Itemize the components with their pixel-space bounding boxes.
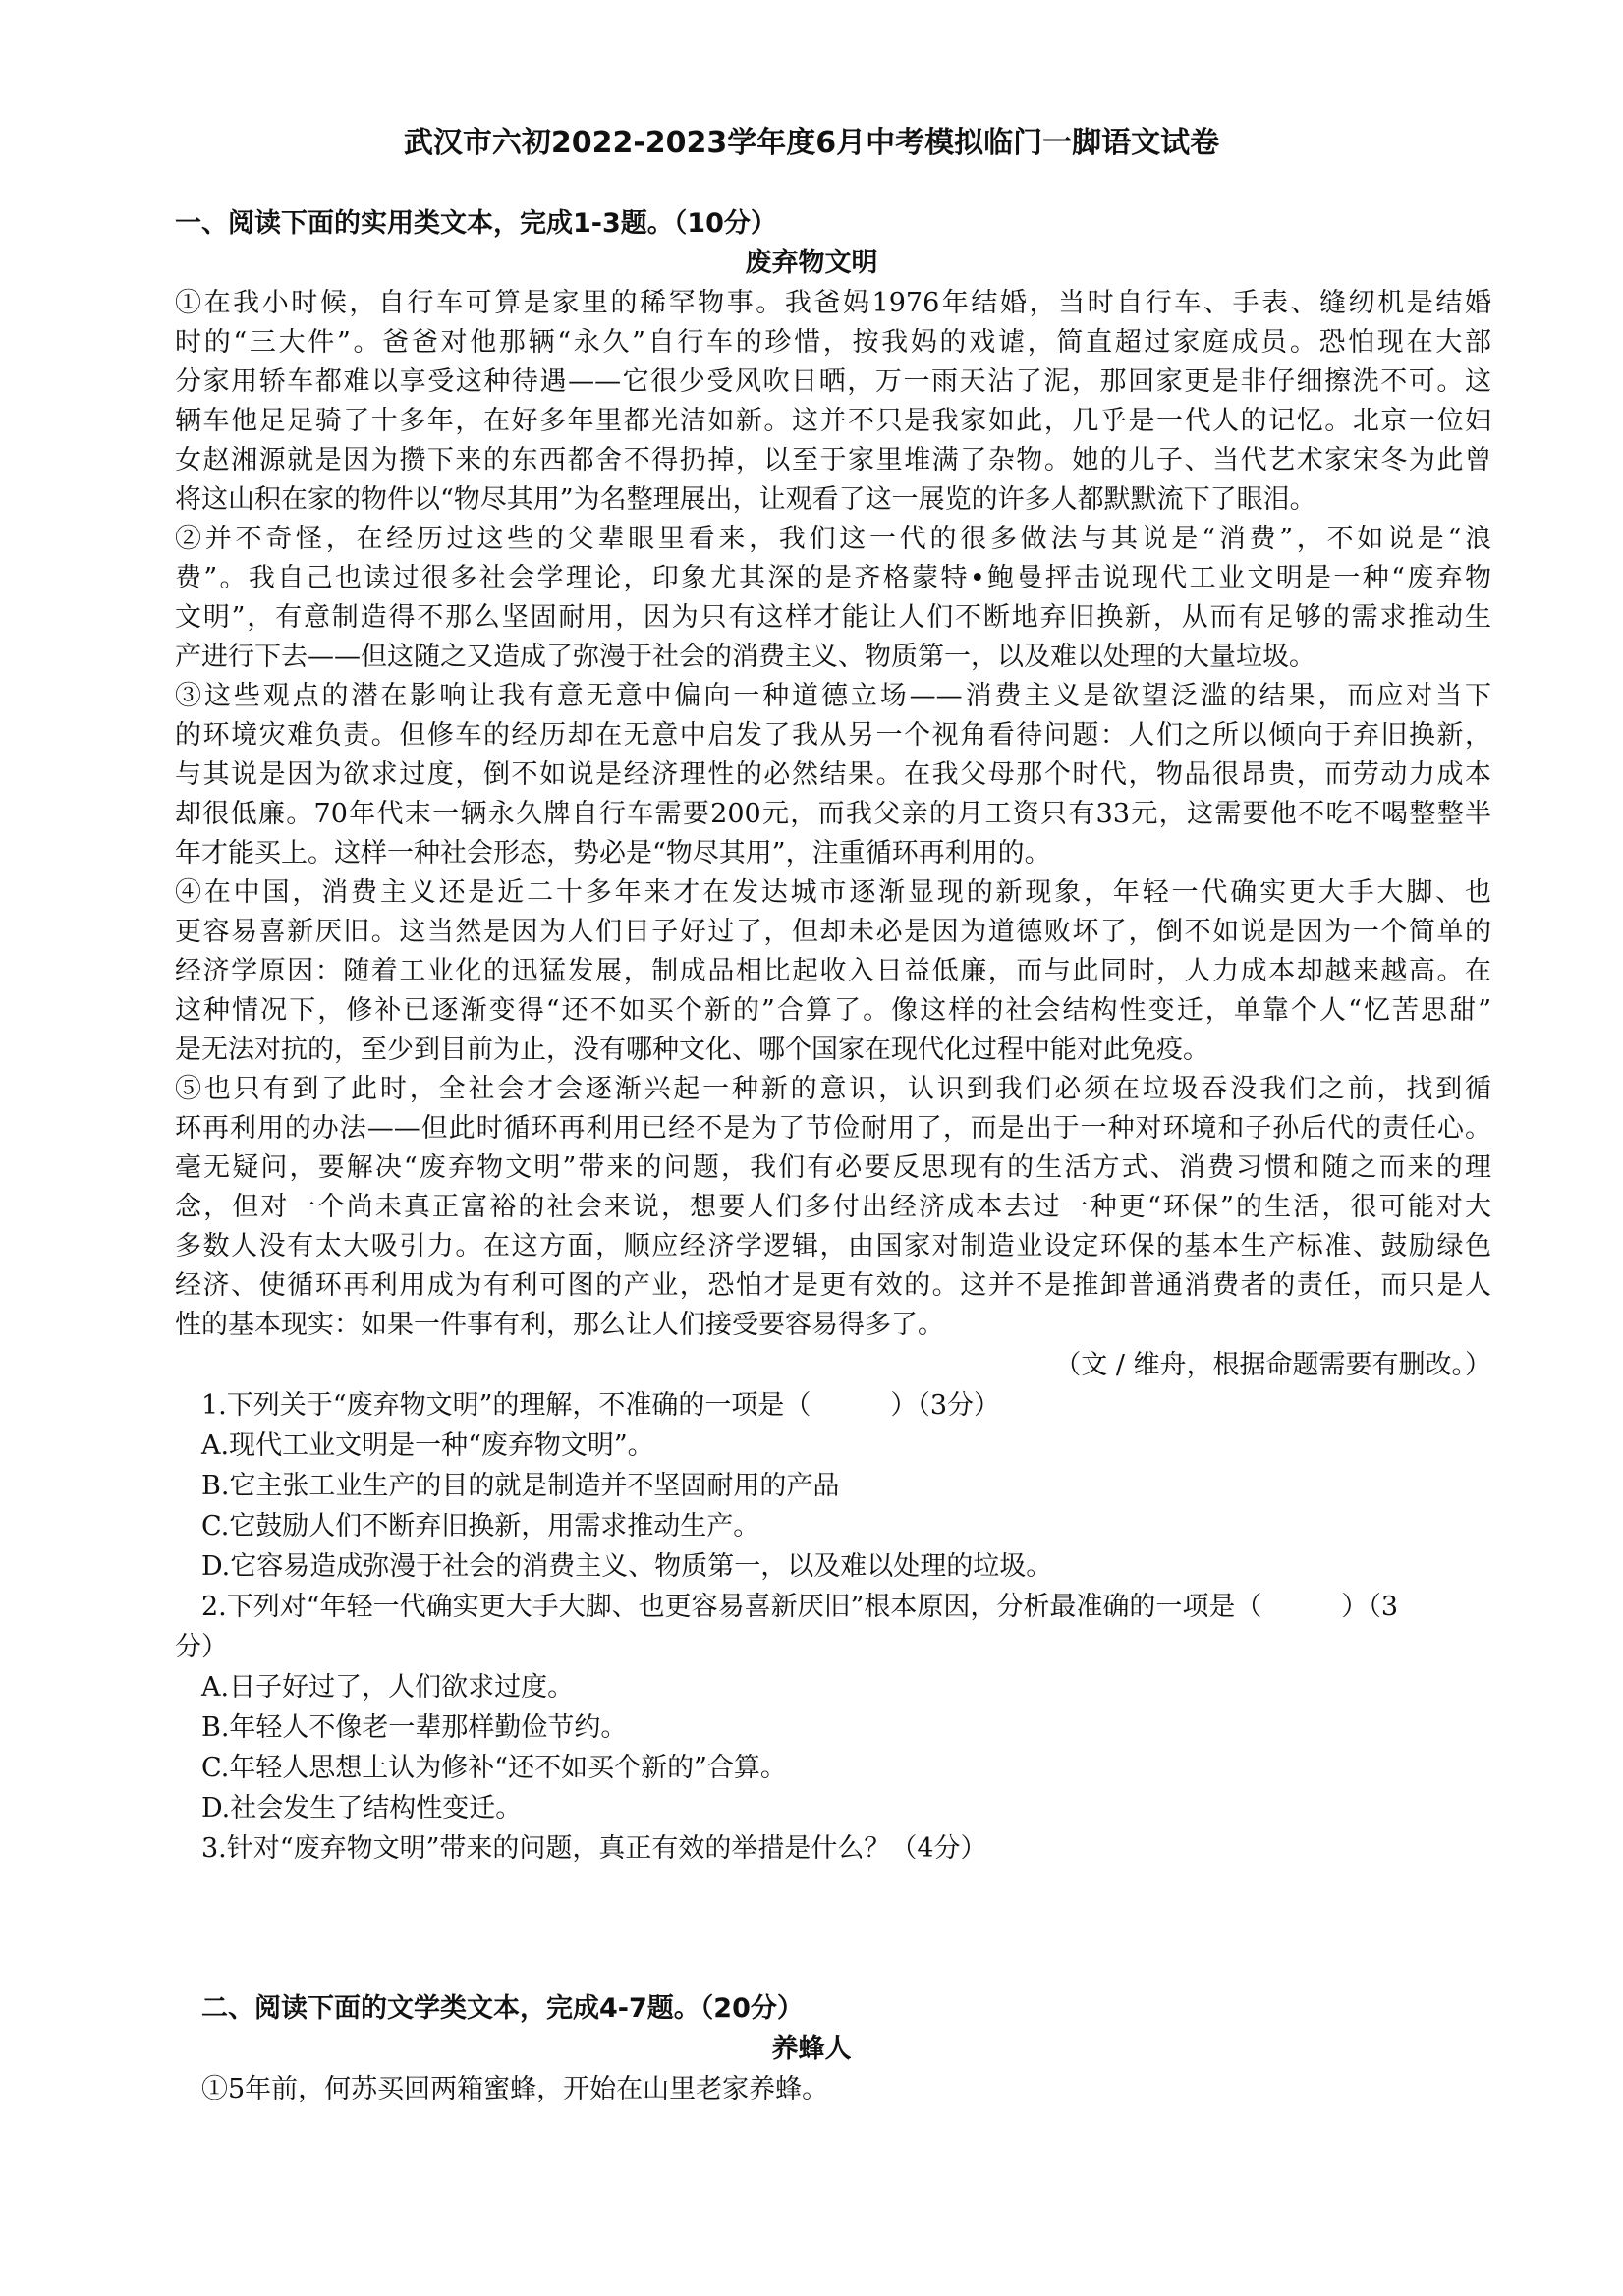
q1-option-a: A.现代工业文明是一种“废弃物文明”。 [201, 1430, 654, 1461]
q2-option-a: A.日子好过了，人们欲求过度。 [201, 1672, 575, 1703]
section1-heading: 一、阅读下面的实用类文本，完成1-3题。（10分） [175, 208, 777, 239]
question-3: 3.针对“废弃物文明”带来的问题，真正有效的举措是什么？（4分） [201, 1833, 987, 1864]
body-line: 分家用轿车都难以享受这种待遇——它很少受风吹日晒，万一雨天沾了泥，那回家更是非仔细擦洗不可。这 [175, 366, 1491, 397]
body-line: 与其说是因为欲求过度，倒不如说是经济理性的必然结果。在我父母那个时代，物品很昂贵，而劳动力成本 [175, 759, 1491, 790]
body-line: 的环境灾难负责。但修车的经历却在无意中启发了我从另一个视角看待问题：人们之所以倾向于弃旧换新， [175, 720, 1491, 751]
body-line: 女赵湘源就是因为攒下来的东西都舍不得扔掉，以至于家里堆满了杂物。她的儿子、当代艺术家宋冬为此曾 [175, 445, 1491, 476]
body-line: ①在我小时候，自行车可算是家里的稀罕物事。我爸妈1976年结婚，当时自行车、手表、缝纫机是结婚 [175, 288, 1491, 318]
body-line: 是无法对抗的，至少到目前为止，没有哪种文化、哪个国家在现代化过程中能对此免疫。 [175, 1035, 1209, 1065]
q1-option-b: B.它主张工业生产的目的就是制造并不坚固耐用的产品 [201, 1471, 840, 1501]
article1-title: 废弃物文明 [745, 248, 878, 278]
body-line: 时的“三大件”。爸爸对他那辆“永久”自行车的珍惜，按我妈的戏谑，简直超过家庭成员。恐怕现在大部 [175, 327, 1491, 358]
body-line: ②并不奇怪，在经历过这些的父辈眼里看来，我们这一代的很多做法与其说是“消费”，不如说是“浪 [175, 524, 1491, 554]
q1-option-c: C.它鼓励人们不断弃旧换新，用需求推动生产。 [201, 1511, 760, 1541]
body-line: 更容易喜新厌旧。这当然是因为人们日子好过了，但却未必是因为道德败坏了，倒不如说是因为一个简单的 [175, 917, 1491, 947]
q2-option-c: C.年轻人思想上认为修补“还不如买个新的”合算。 [201, 1753, 787, 1783]
body-line: 辆车他足足骑了十多年，在好多年里都光洁如新。这并不只是我家如此，几乎是一代人的记忆。北京一位妇 [175, 406, 1491, 436]
body-line: ⑤也只有到了此时，全社会才会逐渐兴起一种新的意识，认识到我们必须在垃圾吞没我们之前，找到循 [175, 1074, 1491, 1104]
question-2-stem-cont: 分） [175, 1632, 228, 1662]
body-line: 经济、使循环再利用成为有利可图的产业，恐怕才是更有效的。这并不是推卸普通消费者的责任，而只是人 [175, 1270, 1491, 1301]
body-line: 念，但对一个尚未真正富裕的社会来说，想要人们多付出经济成本去过一种更“环保”的生活，很可能对大 [175, 1192, 1491, 1222]
article2-line: ①5年前，何苏买回两箱蜜蜂，开始在山里老家养蜂。 [201, 2074, 829, 2104]
body-line: 却很低廉。70年代末一辆永久牌自行车需要200元，而我父亲的月工资只有33元，这需要他不吃不喝整整半 [175, 799, 1491, 829]
body-line: 经济学原因：随着工业化的迅猛发展，制成品相比起收入日益低廉，而与此同时，人力成本却越来越高。在 [175, 956, 1491, 986]
body-line: ④在中国，消费主义还是近二十多年来才在发达城市逐渐显现的新现象，年轻一代确实更大手大脚、也 [175, 877, 1491, 908]
q2-option-d: D.社会发生了结构性变迁。 [201, 1793, 523, 1823]
body-line: 将这山积在家的物件以“物尽其用”为名整理展出，让观看了这一展览的许多人都默默流下了眼泪。 [175, 484, 1316, 515]
body-line: 性的基本现实：如果一件事有利，那么让人们接受要容易得多了。 [175, 1310, 944, 1340]
body-line: 费”。我自己也读过很多社会学理论，印象尤其深的是齐格蒙特•鲍曼抨击说现代工业文明是一种“废弃物 [175, 563, 1491, 593]
page-title: 武汉市六初2022-2023学年度6月中考模拟临门一脚语文试卷 [403, 126, 1220, 160]
body-line: 产进行下去——但这随之又造成了弥漫于社会的消费主义、物质第一，以及难以处理的大量垃圾。 [175, 642, 1315, 672]
q1-option-d: D.它容易造成弥漫于社会的消费主义、物质第一，以及难以处理的垃圾。 [201, 1551, 1053, 1582]
article2-title: 养蜂人 [771, 2034, 852, 2064]
body-line: ③这些观点的潜在影响让我有意无意中偏向一种道德立场——消费主义是欲望泛滥的结果，而应对当下 [175, 681, 1491, 711]
question-1-stem: 1.下列关于“废弃物文明”的理解，不准确的一项是（ ）（3分） [201, 1390, 1001, 1421]
body-line: 文明”，有意制造得不那么坚固耐用，因为只有这样才能让人们不断地弃旧换新，从而有足够的需求推动生 [175, 602, 1491, 633]
article1-source: （文 / 维舟，根据命题需要有删改。） [1054, 1350, 1491, 1380]
q2-option-b: B.年轻人不像老一辈那样勤俭节约。 [201, 1712, 628, 1743]
body-line: 环再利用的办法——但此时循环再利用已经不是为了节俭耐用了，而是出于一种对环境和子孙后代的责任心。 [175, 1113, 1491, 1144]
section2-heading: 二、阅读下面的文学类文本，完成4-7题。（20分） [201, 1993, 804, 2024]
body-line: 年才能买上。这样一种社会形态，势必是“物尽其用”，注重循环再利用的。 [175, 838, 1051, 868]
body-line: 多数人没有太大吸引力。在这方面，顺应经济学逻辑，由国家对制造业设定环保的基本生产标准、鼓励绿色 [175, 1231, 1491, 1261]
question-2-stem: 2.下列对“年轻一代确实更大手大脚、也更容易喜新厌旧”根本原因，分析最准确的一项是（ ）（3 [201, 1592, 1399, 1622]
body-line: 这种情况下，修补已逐渐变得“还不如买个新的”合算了。像这样的社会结构性变迁，单靠个人“忆苦思甜” [175, 995, 1491, 1026]
body-line: 毫无疑问，要解决“废弃物文明”带来的问题，我们有必要反思现有的生活方式、消费习惯和随之而来的理 [175, 1152, 1491, 1183]
